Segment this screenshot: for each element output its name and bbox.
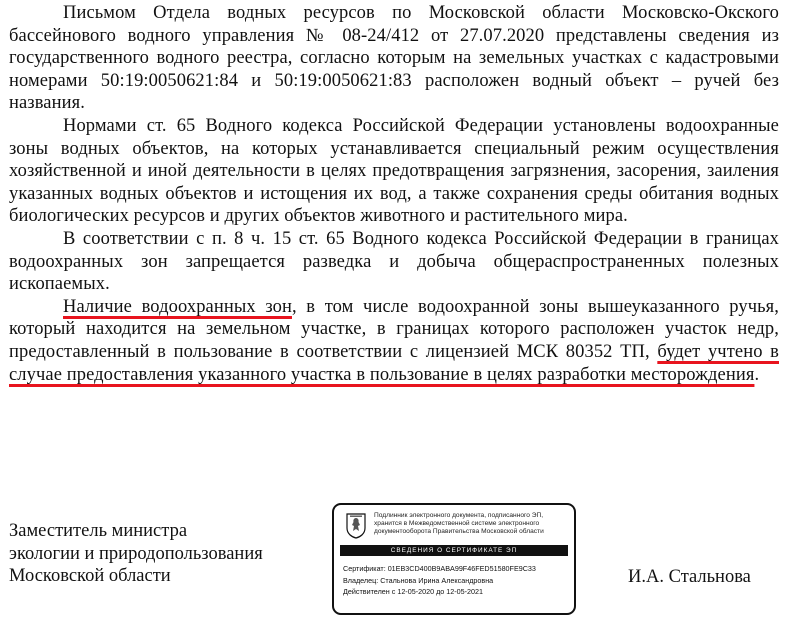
conclusion-middle-text: , в том числе водоохранной зоны вышеуказанного ручья, который находится на земельном участке, в границах которого расположен участок недр, предоставленный в пользование в соответствии с лицензией МСК 80352 ТП, bbox=[9, 296, 779, 362]
signatory-line-3: Московской области bbox=[9, 566, 171, 587]
stamp-certificate-owner: Владелец: Стальнова Ирина Александровна bbox=[343, 575, 494, 585]
stamp-notice-line-3: документооборота Правительства Московской области bbox=[374, 528, 544, 536]
stamp-notice-line-1: Подлинник электронного документа, подписанного ЭП, bbox=[374, 512, 544, 519]
moscow-region-coat-of-arms-icon bbox=[346, 513, 366, 539]
signatory-position bbox=[9, 520, 263, 588]
signatory-line-1: Заместитель министра bbox=[9, 521, 188, 541]
stamp-certificate-validity: Действителен с 12-05-2020 до 12-05-2021 bbox=[343, 587, 484, 597]
paragraph-prohibition: В соответствии с п. 8 ч. 15 ст. 65 Водного кодекса Российской Федерации в границах водоохранных зон запрещается разведка и добыча общераспространенных полезных ископаемых. bbox=[9, 228, 779, 295]
stamp-certificate-details bbox=[343, 563, 571, 598]
stamp-certificate-number: Сертификат: 01EB3CD400B9ABA99F46FED51580FE9C33 bbox=[343, 564, 536, 573]
electronic-signature-stamp bbox=[332, 503, 576, 615]
conclusion-end-text: . bbox=[754, 364, 760, 385]
paragraph-conclusion bbox=[9, 296, 779, 386]
stamp-certificate-band: СВЕДЕНИЯ О СЕРТИФИКАТЕ ЭП bbox=[340, 545, 568, 556]
stamp-notice bbox=[374, 512, 570, 537]
paragraph-water-registry: Письмом Отдела водных ресурсов по Московской области Московско-Окского бассейнового водного управления № 08-24/412 от 27.07.2020 представлены сведения из государственного водного реестра, согласно которым на земельных участках с кадастровыми номерами 50:19:0050621:84 и 50:19:0050621:83 расположен водный объект – ручей без названия. bbox=[9, 3, 779, 114]
stamp-notice-line-2: хранится в Межведомственной системе электронного bbox=[374, 520, 540, 528]
paragraph-water-protection-zones: Нормами ст. 65 Водного кодекса Российской Федерации установлены водоохранные зоны водных объектов, на которых устанавливается специальный режим осуществления хозяйственной и иной деятельности в целях предотвращения загрязнения, засорения, заиления указанных водных объектов и истощения их вод, а также сохранения среды обитания водных биологических ресурсов и других объектов животного и растительного мира. bbox=[9, 115, 779, 227]
underlined-phrase-zones: Наличие водоохранных зон bbox=[63, 296, 292, 317]
signatory-line-2: экологии и природопользования bbox=[9, 543, 263, 564]
underlined-phrase-decision: будет учтено в случае предоставления указанного участка в пользование в целях разработки месторождения bbox=[9, 341, 779, 385]
letter-body bbox=[9, 2, 779, 386]
signatory-name: И.А. Стальнова bbox=[628, 567, 751, 587]
